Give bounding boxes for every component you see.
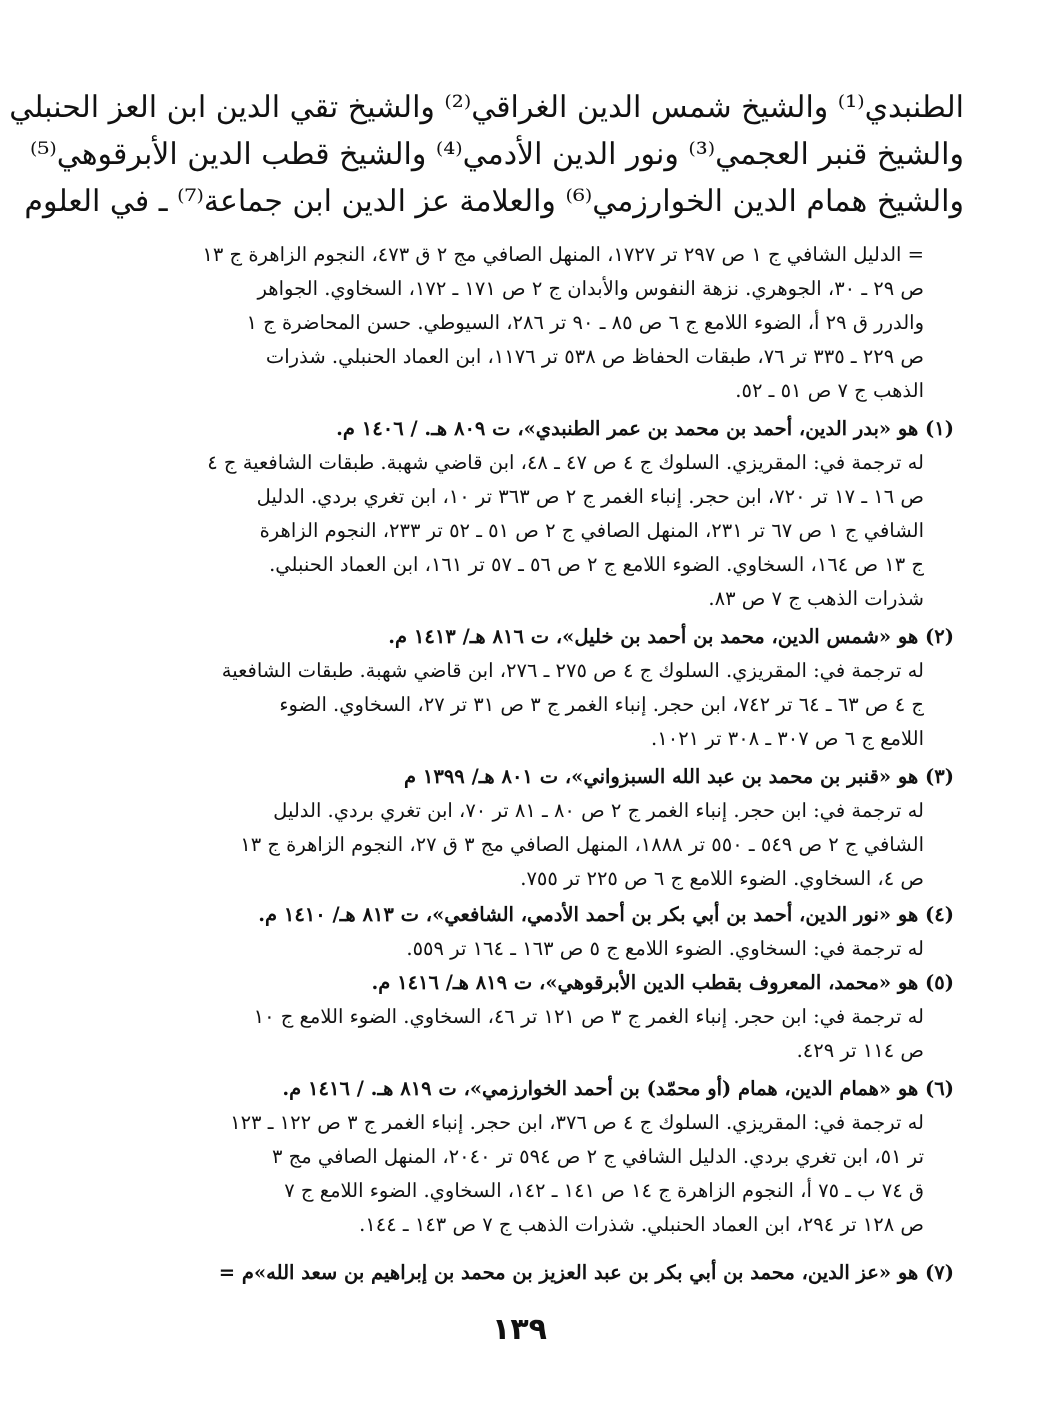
footnote-3-line-3: ص ٤، السخاوي. الضوء اللامع ج ٦ ص ٢٢٥ تر ٧٥٥. (520, 867, 924, 890)
body-text-line-1: الطنبدي⁽¹⁾ والشيخ شمس الدين الغراقي⁽²⁾ والشيخ تقي الدين ابن العز الحنبلي (9, 90, 964, 125)
footnote-1-line-3: الشافي ج ١ ص ٦٧ تر ٢٣١، المنهل الصافي ج ٢ ص ٥١ ـ ٥٢ تر ٢٣٣، النجوم الزاهرة (259, 519, 924, 542)
footnote-5-line-2: ص ١١٤ تر ٤٢٩. (796, 1039, 924, 1062)
footnote-1-line-4: ج ١٣ ص ١٦٤، السخاوي. الضوء اللامع ج ٢ ص ٥٦ ـ ٥٧ تر ١٦١، ابن العماد الحنبلي. (269, 553, 924, 576)
footnote-continued-line-5: الذهب ج ٧ ص ٥١ ـ ٥٢. (735, 379, 924, 402)
footnote-continued-line-3: والدرر ق ٢٩ أ، الضوء اللامع ج ٦ ص ٨٥ ـ ٩٠ تر ٢٨٦، السيوطي. حسن المحاضرة ج ١ (246, 311, 924, 334)
footnote-4-line-1: له ترجمة في: السخاوي. الضوء اللامع ج ٥ ص ١٦٣ ـ ١٦٤ تر ٥٥٩. (406, 937, 924, 960)
footnote-continued-line-4: ص ٢٢٩ ـ ٣٣٥ تر ٧٦، طبقات الحفاظ ص ٥٣٨ تر ١١٧٦، ابن العماد الحنبلي. شذرات (265, 345, 924, 368)
footnote-6-line-3: ق ٧٤ ب ـ ٧٥ أ، النجوم الزاهرة ج ١٤ ص ١٤١ ـ ١٤٢، السخاوي. الضوء اللامع ج ٧ (284, 1179, 924, 1202)
footnote-continued-line-2: ص ٢٩ ـ ٣٠، الجوهري. نزهة النفوس والأبدان ج ٢ ص ١٧١ ـ ١٧٢، السخاوي. الجواهر (257, 277, 924, 300)
footnote-2-line-3: اللامع ج ٦ ص ٣٠٧ ـ ٣٠٨ تر ١٠٢١. (651, 727, 924, 750)
footnote-5-line-1: له ترجمة في: ابن حجر. إنباء الغمر ج ٣ ص ١٢١ تر ٤٦، السخاوي. الضوء اللامع ج ١٠ (253, 1005, 924, 1028)
body-text-line-2: والشيخ قنبر العجمي⁽³⁾ ونور الدين الأدمي⁽⁴⁾ والشيخ قطب الدين الأبرقوهي⁽⁵⁾ (29, 137, 964, 172)
footnote-6-line-2: تر ٥١، ابن تغري بردي. الدليل الشافي ج ٢ ص ٥٩٤ تر ٢٠٤٠، المنهل الصافي مج ٣ (271, 1145, 924, 1168)
footnote-6-line-1: له ترجمة في: المقريزي. السلوك ج ٤ ص ٣٧٦، ابن حجر. إنباء الغمر ج ٣ ص ١٢٢ ـ ١٢٣ (230, 1111, 924, 1134)
footnote-3-line-2: الشافي ج ٢ ص ٥٤٩ ـ ٥٥٠ تر ١٨٨٨، المنهل الصافي مج ٣ ق ٢٧، النجوم الزاهرة ج ١٣ (240, 833, 924, 856)
footnote-2-heading: (٢) هو «شمس الدين، محمد بن أحمد بن خليل»، ت ٨١٦ هـ/ ١٤١٣ م. (388, 625, 954, 648)
body-text-line-3: والشيخ همام الدين الخوارزمي⁽⁶⁾ والعلامة عز الدين ابن جماعة⁽⁷⁾ ـ في العلوم (24, 184, 964, 219)
page-number: ١٣٩ (492, 1312, 547, 1347)
footnote-2-line-2: ج ٤ ص ٦٣ ـ ٦٤ تر ٧٤٢، ابن حجر. إنباء الغمر ج ٣ ص ٣١ تر ٢٧، السخاوي. الضوء (279, 693, 924, 716)
footnote-2-line-1: له ترجمة في: المقريزي. السلوك ج ٤ ص ٢٧٥ ـ ٢٧٦، ابن قاضي شهبة. طبقات الشافعية (221, 659, 924, 682)
footnote-4-heading: (٤) هو «نور الدين، أحمد بن أبي بكر بن أحمد الأدمي، الشافعي»، ت ٨١٣ هـ/ ١٤١٠ م. (258, 903, 954, 926)
footnote-1-line-2: ص ١٦ ـ ١٧ تر ٧٢٠، ابن حجر. إنباء الغمر ج ٢ ص ٣٦٣ تر ١٠، ابن تغري بردي. الدليل (256, 485, 924, 508)
footnote-1-line-1: له ترجمة في: المقريزي. السلوك ج ٤ ص ٤٧ ـ ٤٨، ابن قاضي شهبة. طبقات الشافعية ج ٤ (207, 451, 924, 474)
footnote-6-heading: (٦) هو «همام الدين، همام (أو محمّد) بن أحمد الخوارزمي»، ت ٨١٩ هـ. / ١٤١٦ م. (282, 1077, 954, 1100)
footnote-1-line-5: شذرات الذهب ج ٧ ص ٨٣. (708, 587, 924, 610)
footnote-continued-line-1: = الدليل الشافي ج ١ ص ٢٩٧ تر ١٧٢٧، المنهل الصافي مج ٢ ق ٤٧٣، النجوم الزاهرة ج ١٣ (202, 243, 924, 266)
footnote-6-line-4: ص ١٢٨ تر ٢٩٤، ابن العماد الحنبلي. شذرات الذهب ج ٧ ص ١٤٣ ـ ١٤٤. (359, 1213, 924, 1236)
footnote-3-heading: (٣) هو «قنبر بن محمد بن عبد الله السبزواني»، ت ٨٠١ هـ/ ١٣٩٩ م (404, 765, 954, 788)
footnote-3-line-1: له ترجمة في: ابن حجر. إنباء الغمر ج ٢ ص ٨٠ ـ ٨١ تر ٧٠، ابن تغري بردي. الدليل (273, 799, 924, 822)
footnote-1-heading: (١) هو «بدر الدين، أحمد بن محمد بن عمر الطنبدي»، ت ٨٠٩ هـ. / ١٤٠٦ م. (336, 417, 954, 440)
footnote-7-heading: (٧) هو «عز الدين، محمد بن أبي بكر بن عبد العزيز بن محمد بن إبراهيم بن سعد الله»م = (218, 1261, 954, 1284)
footnote-5-heading: (٥) هو «محمد، المعروف بقطب الدين الأبرقوهي»، ت ٨١٩ هـ/ ١٤١٦ م. (371, 971, 954, 994)
